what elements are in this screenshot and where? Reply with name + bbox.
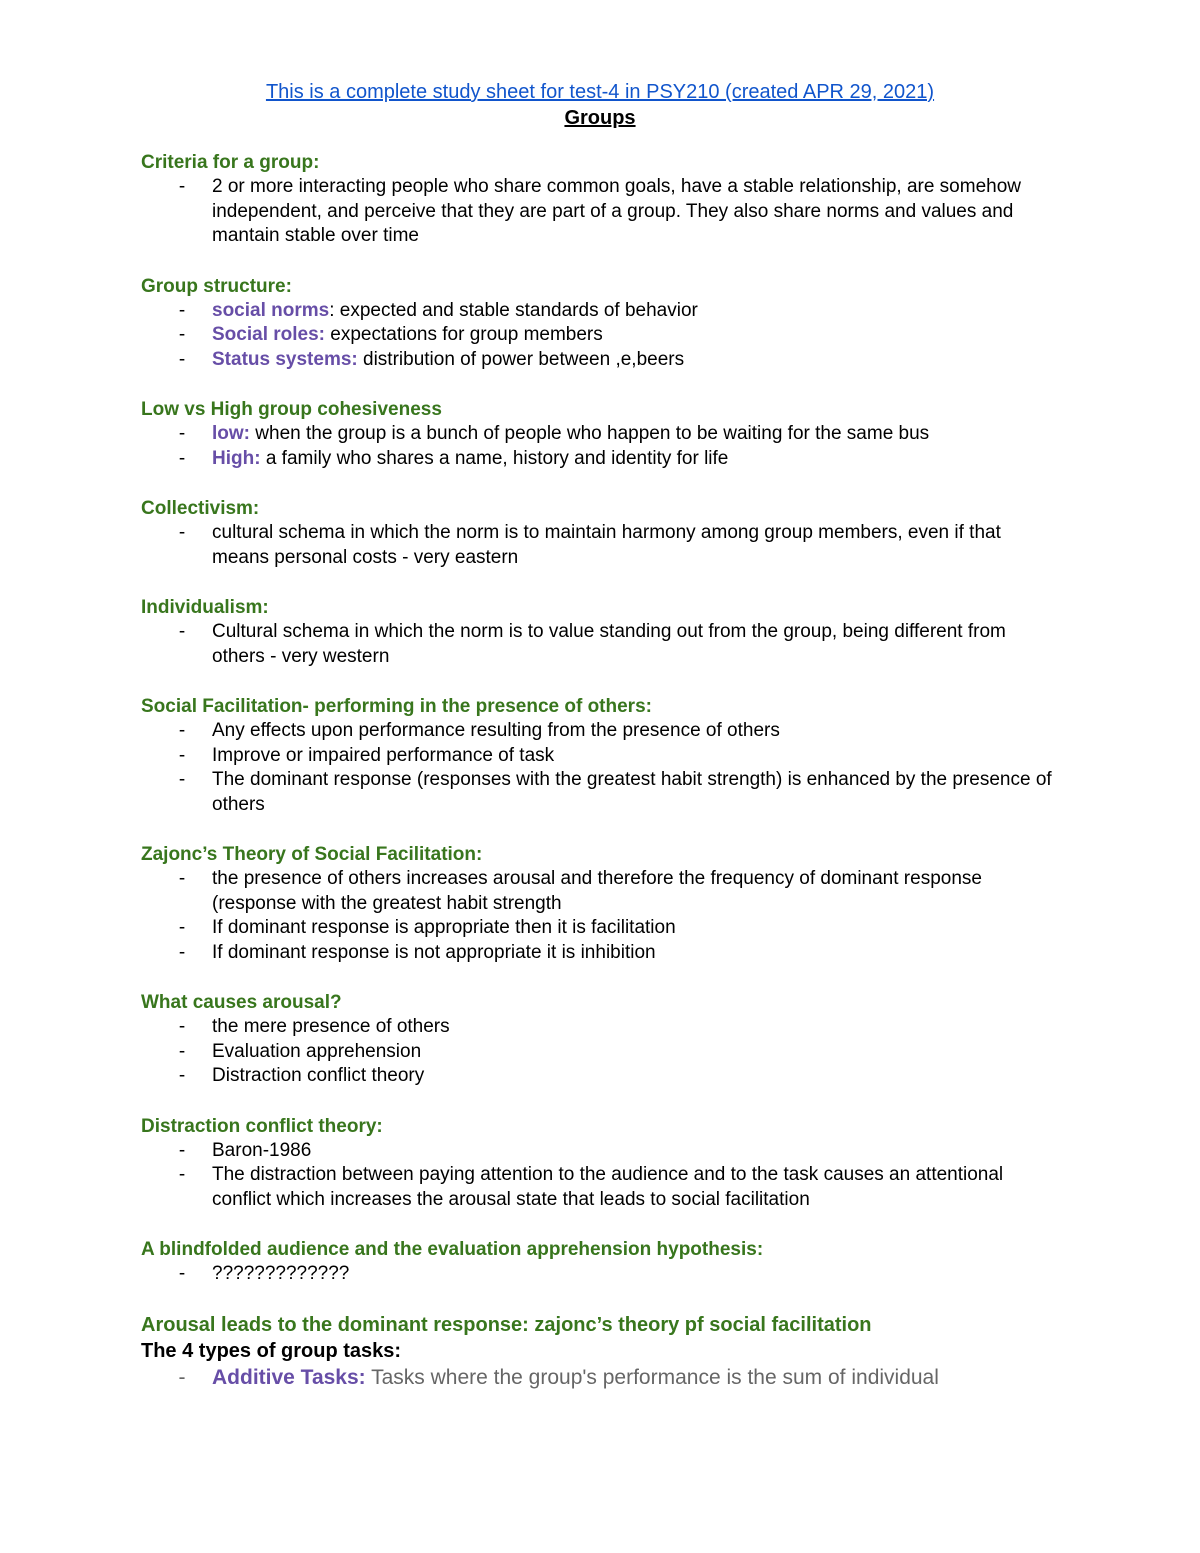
list-item <box>141 867 1061 916</box>
section <box>141 1237 1061 1287</box>
item-text: expectations for group members <box>325 324 603 345</box>
list-item <box>141 1139 1061 1164</box>
list-item <box>141 175 1061 249</box>
list-item <box>141 1163 1061 1212</box>
item-text: Evaluation apprehension <box>212 1040 422 1062</box>
list-item <box>141 299 1061 324</box>
bullet-list <box>141 521 1061 570</box>
item-text: when the group is a bunch of people who happen to be waiting for the same bus <box>250 423 930 444</box>
term-label: social norms <box>212 299 330 321</box>
bullet-list <box>141 1262 1061 1287</box>
list-item <box>141 323 1061 348</box>
section-heading: Social Facilitation- performing in the presence of others: <box>141 696 652 717</box>
list-item <box>141 1262 1061 1287</box>
bullet-marker: - <box>178 917 186 938</box>
bullet-list <box>141 620 1061 669</box>
bullet-marker: - <box>178 744 186 766</box>
bullet-marker: - <box>178 522 186 543</box>
bullet-marker: - <box>178 299 186 321</box>
bullet-marker: - <box>178 1164 186 1185</box>
section-heading: Criteria for a group: <box>141 152 320 173</box>
list-item <box>141 719 1061 744</box>
section <box>141 694 1061 817</box>
section-heading: Individualism: <box>141 597 269 618</box>
section-heading: A blindfolded audience and the evaluation apprehension hypothesis: <box>141 1239 764 1260</box>
item-text: : expected and stable standards of behavior <box>329 299 698 321</box>
section-heading: Zajonc’s Theory of Social Facilitation: <box>141 844 483 865</box>
bullet-list <box>141 719 1061 817</box>
list-item <box>141 1364 1061 1392</box>
item-text: If dominant response is not appropriate it is inhibition <box>212 941 656 963</box>
bullet-list <box>141 422 1061 471</box>
section-heading: Low vs High group cohesiveness <box>141 399 442 420</box>
section <box>141 496 1061 570</box>
term-label: High: <box>212 447 261 469</box>
item-text: Improve or impaired performance of task <box>212 744 555 766</box>
item-text: ????????????? <box>212 1263 350 1284</box>
item-text: Tasks where the group's performance is the sum of individual <box>365 1365 939 1389</box>
section <box>141 990 1061 1089</box>
list-item <box>141 744 1061 769</box>
section <box>141 1114 1061 1213</box>
bullet-marker: - <box>178 941 186 963</box>
bullet-list <box>141 299 1061 373</box>
section-heading: Collectivism: <box>141 498 260 519</box>
list-item <box>141 521 1061 570</box>
section-heading: Distraction conflict theory: <box>141 1115 383 1137</box>
bullet-marker: - <box>178 324 186 345</box>
list-item <box>141 941 1061 966</box>
item-text: the mere presence of others <box>212 1016 450 1037</box>
bullet-marker: - <box>178 868 186 889</box>
item-text: 2 or more interacting people who share common goals, have a stable relationship, are somehow independent, and perceive that they are part of a group. They also share norms and values and mantain stable over time <box>212 176 1022 246</box>
bullet-marker: - <box>178 1065 186 1086</box>
bullet-marker: - <box>178 1016 186 1037</box>
section <box>141 842 1061 965</box>
final-section <box>141 1312 1061 1392</box>
item-text: If dominant response is appropriate then it is facilitation <box>212 917 676 938</box>
bullet-list <box>141 175 1061 249</box>
bullet-marker: - <box>178 1365 186 1389</box>
term-label: low: <box>212 423 250 444</box>
section <box>141 274 1061 373</box>
item-text: the presence of others increases arousal and therefore the frequency of dominant response (response with the greatest habit strength <box>212 868 982 914</box>
section <box>141 397 1061 471</box>
list-item <box>141 768 1061 817</box>
bullet-marker: - <box>178 1263 186 1284</box>
bullet-list <box>141 1139 1061 1213</box>
bullet-marker: - <box>178 176 186 197</box>
section-heading: Group structure: <box>141 275 292 297</box>
item-text: a family who shares a name, history and identity for life <box>260 447 729 469</box>
bullet-marker: - <box>178 1040 186 1062</box>
bullet-list <box>141 867 1061 965</box>
document-title-link[interactable]: This is a complete study sheet for test-4 in PSY210 (created APR 29, 2021) <box>265 81 935 103</box>
list-item <box>141 447 1061 472</box>
list-item <box>141 916 1061 941</box>
list-item <box>141 1064 1061 1089</box>
document-body <box>141 150 1061 1392</box>
item-text: Baron-1986 <box>212 1139 312 1161</box>
section <box>141 595 1061 669</box>
bullet-list <box>141 1364 1061 1392</box>
bullet-marker: - <box>178 720 186 741</box>
section-heading: Arousal leads to the dominant response: zajonc’s theory pf social facilitation <box>141 1313 872 1336</box>
item-text: cultural schema in which the norm is to maintain harmony among group members, even if that means personal costs - very eastern <box>212 522 1001 568</box>
bullet-marker: - <box>178 423 186 444</box>
section-subheading: The 4 types of group tasks: <box>141 1339 402 1362</box>
item-text: Distraction conflict theory <box>212 1065 425 1086</box>
term-label: Social roles: <box>212 324 325 345</box>
list-item <box>141 620 1061 669</box>
item-text: distribution of power between ,e,beers <box>357 348 685 370</box>
term-label: Status systems: <box>212 348 358 370</box>
document-subtitle: Groups <box>564 107 636 129</box>
list-item <box>141 1015 1061 1040</box>
list-item <box>141 1040 1061 1065</box>
bullet-marker: - <box>178 348 186 370</box>
item-text: Any effects upon performance resulting from the presence of others <box>212 720 780 741</box>
term-label: Additive Tasks: <box>212 1365 366 1389</box>
list-item <box>141 348 1061 373</box>
bullet-marker: - <box>178 447 186 469</box>
list-item <box>141 422 1061 447</box>
section <box>141 150 1061 249</box>
bullet-marker: - <box>178 621 186 642</box>
bullet-list <box>141 1015 1061 1089</box>
section-heading: What causes arousal? <box>141 992 342 1013</box>
bullet-marker: - <box>178 769 186 790</box>
item-text: Cultural schema in which the norm is to value standing out from the group, being different from others - very western <box>212 621 1006 667</box>
bullet-marker: - <box>178 1139 186 1161</box>
item-text: The dominant response (responses with the greatest habit strength) is enhanced by the presence of others <box>212 769 1052 815</box>
item-text: The distraction between paying attention to the audience and to the task causes an attentional conflict which increases the arousal state that leads to social facilitation <box>212 1164 1004 1210</box>
